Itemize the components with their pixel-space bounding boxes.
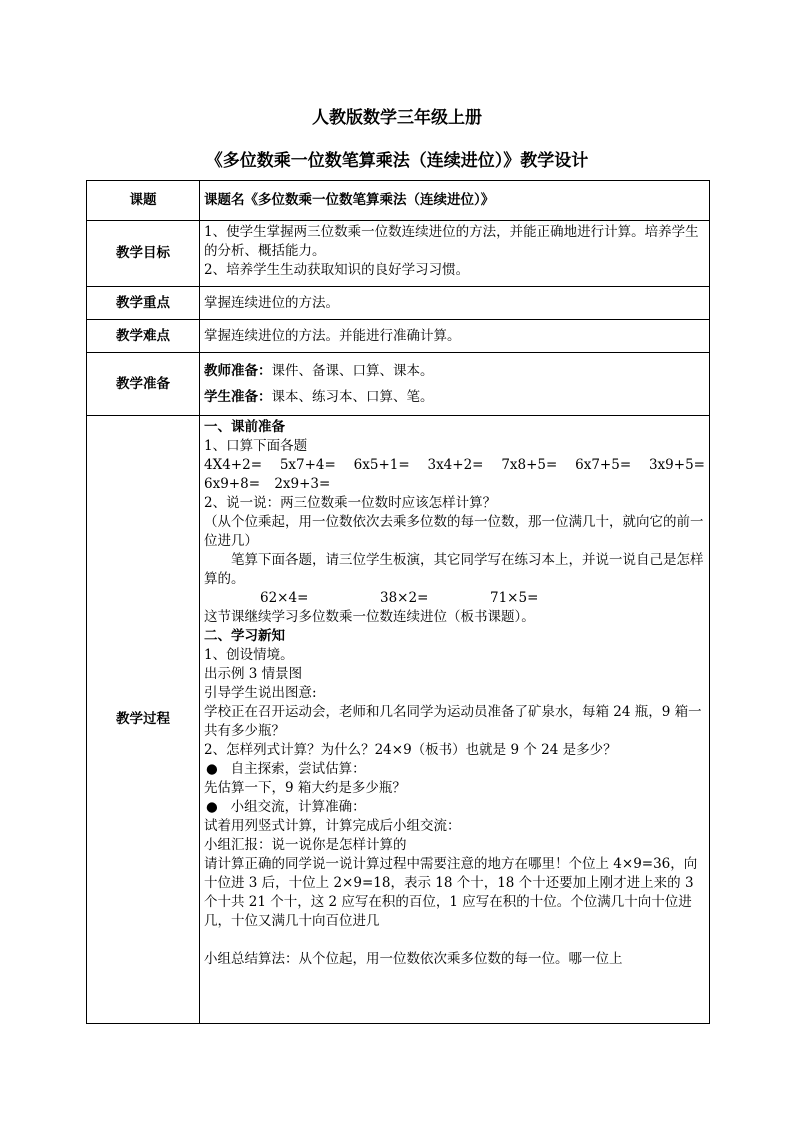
summary: 小组总结算法：从个位起，用一位数依次乘多位数的每一位。哪一位上 bbox=[204, 951, 623, 967]
calc-row-1 bbox=[204, 456, 705, 475]
document-subtitle: 《多位数乘一位数笔算乘法（连续进位）》教学设计 bbox=[205, 151, 589, 171]
s1-item1: 1、口算下面各题 bbox=[204, 438, 308, 454]
key-content: 掌握连续进位的方法。 bbox=[200, 287, 710, 320]
s2-guide: 引导学生说出图意: bbox=[204, 685, 317, 701]
row-difficulty bbox=[87, 320, 710, 353]
calc-item: 2x9+3= bbox=[274, 476, 331, 492]
label-key: 教学重点 bbox=[87, 287, 200, 320]
spacer bbox=[204, 931, 705, 950]
s2-item2: 2、怎样列式计算？为什么？24×9（板书）也就是 9 个 24 是多少？ bbox=[204, 742, 617, 758]
written-calc: 62×4= bbox=[260, 590, 309, 606]
s2-show: 出示例 3 情景图 bbox=[204, 666, 303, 682]
calc-item: 5x7+4= bbox=[279, 457, 336, 473]
report: 小组汇报：说一说你是怎样计算的 bbox=[204, 837, 407, 853]
row-goals bbox=[87, 221, 710, 287]
goal-line: 2、培养学生生动获取知识的良好学习习惯。 bbox=[204, 262, 470, 278]
student-prep-text: 课本、练习本、口算、笔。 bbox=[271, 389, 434, 405]
calc-item: 7x8+5= bbox=[501, 457, 558, 473]
try: 试着用列竖式计算，计算完成后小组交流： bbox=[204, 818, 461, 834]
s1-intro: 这节课继续学习多位数乘一位数连续进位（板书课题）。 bbox=[204, 609, 535, 625]
bullet-1 bbox=[204, 760, 705, 779]
row-process bbox=[87, 416, 710, 1024]
s1-paren: （从个位乘起，用一位数依次去乘多位数的每一位数，那一位满几十，就向它的前一位进几） bbox=[204, 514, 704, 549]
label-difficulty: 教学难点 bbox=[87, 320, 200, 353]
explain: 请计算正确的同学说一说计算过程中需要注意的地方在哪里！个位上 4×9=36，向十位进 3 后，十位上 2×9=18，表示 18 个十，18 个十还要加上刚才进上来的 3 个十共 21 个十，这 2 应写在积的百位，1 应写在积的十位。个位满几十向十位进几，十位又满几十向百位进几 bbox=[204, 856, 698, 929]
calc-item: 3x4+2= bbox=[427, 457, 484, 473]
student-prep bbox=[204, 384, 705, 410]
s1-written: 笔算下面各题，请三位学生板演，其它同学写在练习本上，并说一说自己是怎样算的。 bbox=[204, 552, 704, 587]
calc-item: 4X4+2= bbox=[204, 457, 263, 473]
bullet-1-text: 自主探索，尝试估算： bbox=[230, 761, 366, 777]
section-1-title: 一、课前准备 bbox=[204, 419, 285, 435]
teacher-prep-text: 课件、备课、口算、课本。 bbox=[271, 363, 434, 379]
prep-content bbox=[200, 353, 710, 416]
process-content bbox=[200, 416, 710, 1024]
label-goals: 教学目标 bbox=[87, 221, 200, 287]
goals-content bbox=[200, 221, 710, 287]
calc-row-2 bbox=[204, 475, 705, 494]
written-calc: 71×5= bbox=[490, 590, 539, 606]
calc-item: 6x7+5= bbox=[575, 457, 632, 473]
goal-line: 1、使学生掌握两三位数乘一位数连续进位的方法，并能正确地进行计算。培养学生的分析、概括能力。 bbox=[204, 224, 699, 259]
written-calc: 38×2= bbox=[380, 590, 429, 606]
bullet-2 bbox=[204, 798, 705, 817]
topic-content: 课题名《多位数乘一位数笔算乘法（连续进位）》 bbox=[200, 181, 710, 221]
student-prep-label: 学生准备： bbox=[204, 389, 272, 405]
teacher-prep-label: 教师准备： bbox=[204, 363, 272, 379]
difficulty-content: 掌握连续进位的方法。并能进行准确计算。 bbox=[200, 320, 710, 353]
calc-item: 6x9+8= bbox=[204, 476, 261, 492]
section-2-title: 二、学习新知 bbox=[204, 628, 285, 644]
bullet-2-text: 小组交流，计算准确： bbox=[230, 799, 366, 815]
s2-item1: 1、创设情境。 bbox=[204, 647, 294, 663]
label-topic: 课题 bbox=[87, 181, 200, 221]
estimate: 先估算一下，9 箱大约是多少瓶？ bbox=[204, 780, 406, 796]
lesson-plan-table bbox=[86, 180, 710, 1024]
teacher-prep bbox=[204, 358, 705, 384]
bullet-icon: ● bbox=[206, 799, 218, 815]
row-prep bbox=[87, 353, 710, 416]
s2-story: 学校正在召开运动会，老师和几名同学为运动员准备了矿泉水，每箱 24 瓶，9 箱一共有多少瓶？ bbox=[204, 704, 702, 739]
document-title: 人教版数学三年级上册 bbox=[312, 108, 482, 128]
row-key bbox=[87, 287, 710, 320]
s1-item2: 2、说一说：两三位数乘一位数时应该怎样计算？ bbox=[204, 495, 497, 511]
bullet-icon: ● bbox=[206, 761, 218, 777]
label-process: 教学过程 bbox=[87, 416, 200, 1024]
calc-item: 3x9+5= bbox=[648, 457, 705, 473]
calc-item: 6x5+1= bbox=[353, 457, 410, 473]
written-calcs bbox=[204, 589, 705, 608]
label-prep: 教学准备 bbox=[87, 353, 200, 416]
row-topic bbox=[87, 181, 710, 221]
